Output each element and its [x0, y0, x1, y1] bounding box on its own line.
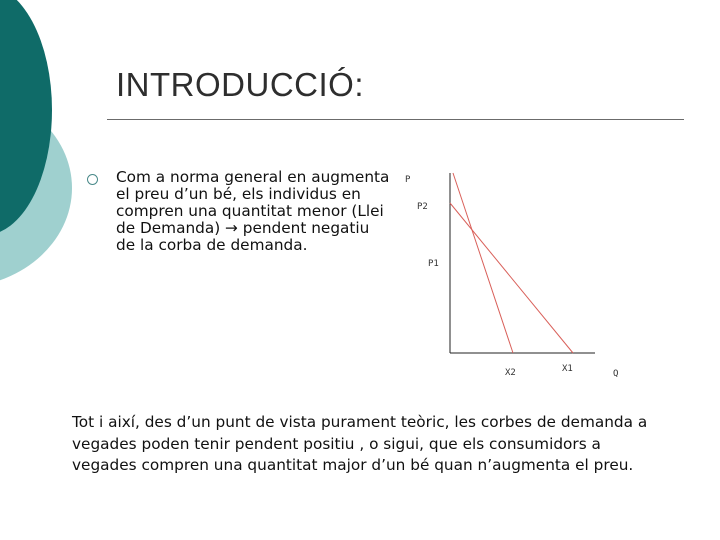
price-label-p1: P1	[428, 259, 439, 269]
y-axis-label: P	[405, 175, 411, 185]
quantity-label-x1: X1	[562, 364, 573, 374]
slide-title: INTRODUCCIÓ:	[116, 66, 364, 103]
quantity-label-x2: X2	[505, 368, 516, 378]
price-label-p2: P2	[417, 202, 428, 212]
body-paragraph: Tot i així, des d’un punt de vista purament teòric, les corbes de demanda a vegades poden tenir pendent positiu , o sigui, que els consumidors a vegades compren una quantitat major d’un bé quan n’augmenta el preu.	[72, 413, 648, 474]
demand-chart	[395, 165, 630, 380]
demand-curve-flat	[450, 203, 573, 353]
x-axis-label: Q	[613, 369, 619, 379]
demand-curve-steep	[453, 173, 513, 353]
decorative-circles	[0, 0, 140, 300]
bullet-circle-icon	[87, 174, 98, 185]
bullet-text: Com a norma general en augmenta el preu d’un bé, els individus en compren una quantitat menor (Llei de Demanda) → pendent negatiu de la corba de demanda.	[116, 168, 390, 254]
title-divider	[107, 119, 684, 120]
